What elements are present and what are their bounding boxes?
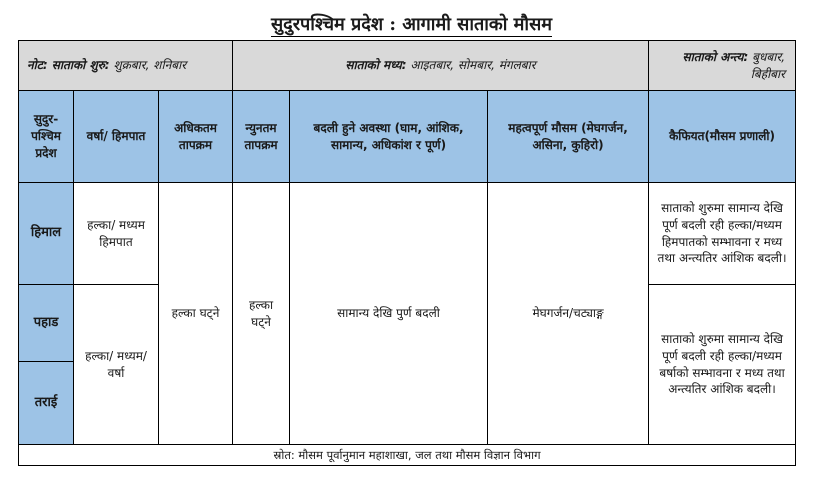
remark-himal: साताको शुरुमा सामान्य देखि पूर्ण बदली रही हल्का/मध्यम हिमपातको सम्भावना र मध्य तथा अन्त्यतिर आंशिक बदली। <box>649 183 796 285</box>
header-precip: वर्षा/ हिमपात <box>74 91 159 183</box>
weather-table <box>18 40 796 466</box>
header-min-temp: न्युनतम तापक्रम <box>233 91 290 183</box>
significant-weather-cell: मेघगर्जन/चट्याङ्ग <box>488 183 649 445</box>
zone-terai: तराई <box>19 362 74 445</box>
zone-pahad: पहाड <box>19 285 74 362</box>
zone-himal: हिमाल <box>19 183 74 285</box>
header-row <box>19 91 796 183</box>
week-start-note: नोट: साताको शुरु: शुक्रबार, शनिबार <box>19 41 233 91</box>
header-max-temp: अधिकतम तापक्रम <box>159 91 233 183</box>
pahad-terai-precip: हल्का/ मध्यम/ वर्षा <box>74 285 159 445</box>
himal-precip: हल्का/ मध्यम हिमपात <box>74 183 159 285</box>
header-cloud: बदली हुने अवस्था (घाम, आंशिक, सामान्य, अधिकांश र पूर्ण) <box>290 91 488 183</box>
source-row <box>19 445 796 466</box>
header-region: सुदुर-पश्चिम प्रदेश <box>19 91 74 183</box>
page-title: सुदुरपश्चिम प्रदेश : आगामी साताको मौसम <box>270 14 553 35</box>
source-note: स्रोत: मौसम पूर्वानुमान महाशाखा, जल तथा मौसम विज्ञान विभाग <box>19 445 796 466</box>
cloud-cell: सामान्य देखि पुर्ण बदली <box>290 183 488 445</box>
row-himal <box>19 183 796 285</box>
max-temp-cell: हल्का घट्ने <box>159 183 233 445</box>
min-temp-cell: हल्का घट्ने <box>233 183 290 445</box>
note-row <box>19 41 796 91</box>
week-end-note: साताको अन्त्य: बुधबार, बिहीबार <box>649 41 796 91</box>
header-significant: महत्वपूर्ण मौसम (मेघगर्जन, असिना, कुहिरो) <box>488 91 649 183</box>
week-middle-note: साताको मध्य: आइतबार, सोमबार, मंगलबार <box>233 41 649 91</box>
header-remarks: कैफियत(मौसम प्रणाली) <box>649 91 796 183</box>
remark-pahad-terai: साताको शुरुमा सामान्य देखि पूर्ण बदली रही हल्का/मध्यम बर्षाको सम्भावना र मध्य तथा अन्त्यतिर आंशिक बदली। <box>649 285 796 445</box>
